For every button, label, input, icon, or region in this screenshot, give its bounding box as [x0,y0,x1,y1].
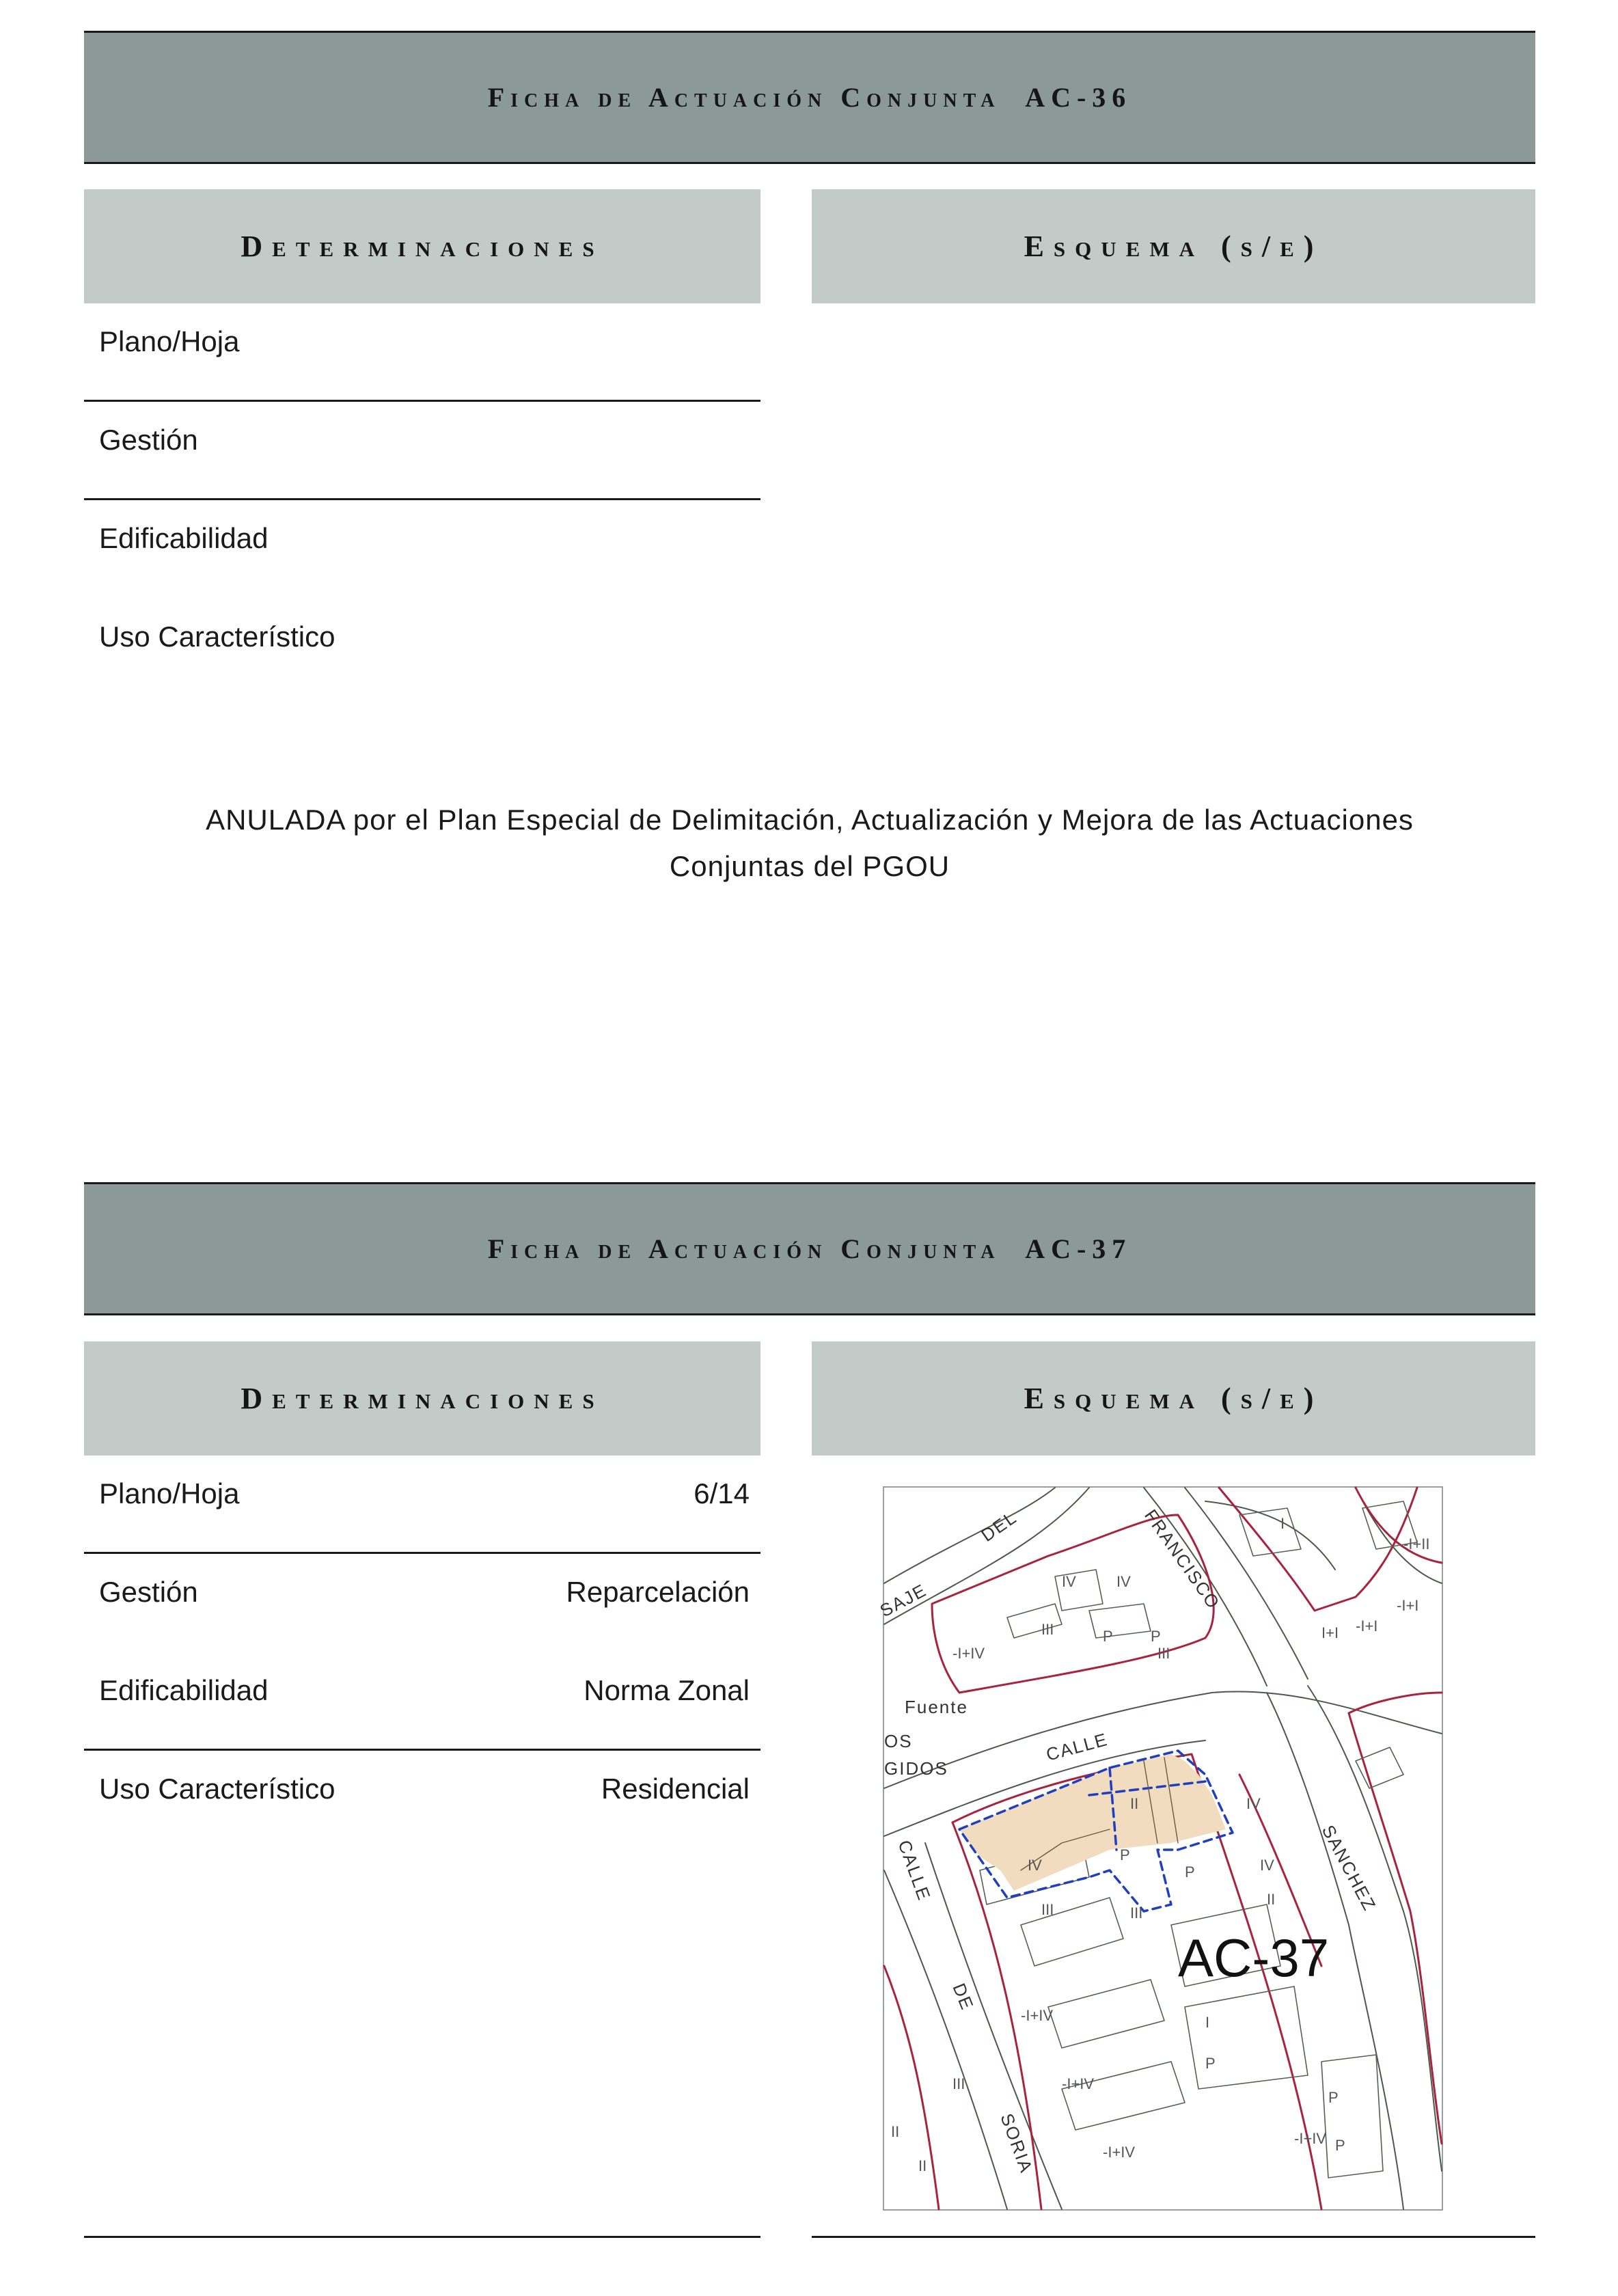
floor-label: I [1280,1515,1285,1532]
floor-label: III [1157,1645,1170,1662]
ac37-map-label: AC-37 [1178,1928,1330,1988]
ficha-title-bar-ac36 [84,31,1535,164]
row-label: Uso Característico [99,1773,335,1805]
street-edge [884,1870,1007,2209]
street-label: SORIA [996,2110,1037,2176]
row-plano-hoja [84,1456,760,1554]
ficha-title: Ficha de Actuación Conjunta AC-36 [487,82,1132,113]
floor-label: -I+IV [1062,2075,1095,2092]
row-plano-hoja [84,303,760,402]
esquema-map [876,1486,1443,2211]
row-uso-caracteristico [84,1751,760,1849]
floor-label: -I+IV [1294,2130,1327,2147]
determinaciones-heading: Determinaciones [84,1341,760,1456]
floor-label: IV [1246,1795,1261,1812]
row-label: Uso Característico [99,620,335,653]
row-label: Gestión [99,1576,198,1608]
row-uso-caracteristico [84,599,760,697]
floor-label: I+I [1321,1624,1339,1641]
floor-label: IV [1062,1573,1076,1590]
street-edge [1205,1501,1335,1570]
floor-label: P [1151,1628,1161,1645]
building [1185,1986,1308,2089]
street-label: SANCHEZ [1317,1821,1381,1915]
floor-label: IV [1028,1857,1042,1874]
ficha-title: Ficha de Actuación Conjunta AC-37 [487,1233,1132,1264]
building [1048,1980,1164,2048]
row-label: Plano/Hoja [99,1477,240,1509]
street-label: OS [884,1731,913,1751]
row-edificabilidad [84,500,760,599]
street-label: SAJE [876,1579,931,1622]
row-label: Plano/Hoja [99,325,240,357]
floor-label: I [1205,2014,1210,2031]
street-label: FRANCISCO [1140,1505,1224,1613]
floor-label: IV [1116,1573,1131,1590]
row-value: Reparcelación [566,1576,750,1608]
block-boundary [1349,1693,1442,1713]
street-label: DEL [977,1506,1021,1546]
row-label: Edificabilidad [99,522,269,554]
street-label: GIDOS [884,1758,948,1779]
row-gestion [84,402,760,500]
floor-label: -I+I [1356,1617,1378,1635]
building [1089,1604,1151,1638]
building [1021,1898,1123,1966]
row-label: Gestión [99,424,198,456]
floor-label: -I+II [1403,1535,1430,1553]
annulment-note-line1: ANULADA por el Plan Especial de Delimitación, Actualización y Mejora de las Actuaciones [206,804,1414,836]
street-label: CALLE [1043,1728,1110,1765]
building [1321,2055,1383,2178]
floor-label: P [1103,1628,1113,1645]
row-edificabilidad [84,1652,760,1751]
block-boundary [884,1966,939,2209]
ficha-title-bar-ac37 [84,1182,1535,1315]
row-gestion [84,1554,760,1652]
floor-label: P [1120,1846,1130,1863]
floor-label: IV [1260,1857,1274,1874]
building [1356,1747,1403,1788]
floor-label: P [1328,2089,1339,2106]
floor-label: -I+I [1397,1597,1419,1614]
floor-label: III [1041,1901,1054,1918]
street-label: DE [948,1980,978,2014]
bottom-divider [812,2236,1535,2238]
esquema-heading: Esquema (s/e) [812,1341,1535,1456]
row-value: Residencial [601,1773,750,1805]
row-value: Norma Zonal [584,1674,750,1706]
floor-label: P [1205,2055,1216,2072]
floor-label: II [918,2157,927,2174]
floor-label: II [891,2123,900,2140]
floor-label: P [1185,1863,1195,1881]
floor-label: P [1335,2137,1345,2154]
bottom-divider [84,2236,760,2238]
street-label: Fuente [905,1697,968,1717]
determinaciones-heading: Determinaciones [84,189,760,303]
floor-label: -I+IV [952,1645,985,1662]
floor-label: -I+IV [1103,2144,1136,2161]
floor-label: II [1130,1795,1139,1812]
floor-label: III [952,2075,965,2092]
cadastral-map [876,1488,1442,2209]
annulment-note-line2: Conjuntas del PGOU [669,850,950,882]
floor-label: III [1041,1621,1054,1638]
floor-label: III [1130,1904,1143,1922]
street-label: CALLE [894,1837,935,1904]
annulment-note [84,797,1535,890]
building [1062,2062,1185,2130]
floor-label: -I+IV [1021,2007,1054,2024]
row-label: Edificabilidad [99,1674,269,1706]
floor-label: II [1267,1891,1276,1908]
street-edge [884,1488,1055,1583]
row-value: 6/14 [694,1477,750,1509]
esquema-heading: Esquema (s/e) [812,189,1535,303]
